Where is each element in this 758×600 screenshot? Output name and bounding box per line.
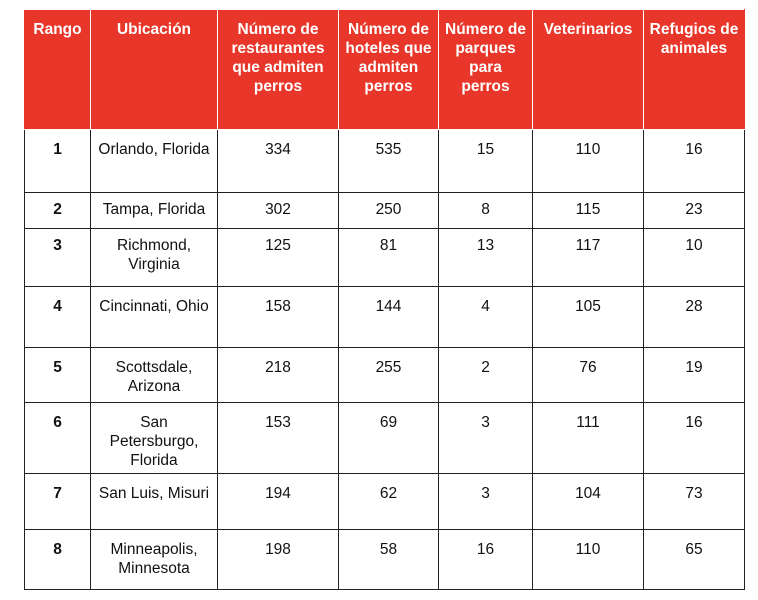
header-animal-shelters: Refugios de animales bbox=[644, 10, 745, 130]
cell-hotels: 250 bbox=[339, 193, 439, 229]
cell-location: Tampa, Florida bbox=[91, 193, 218, 229]
table-row bbox=[25, 474, 745, 530]
cell-veterinarians: 104 bbox=[533, 474, 644, 530]
table-row bbox=[25, 193, 745, 229]
table-row bbox=[25, 348, 745, 403]
table-row bbox=[25, 530, 745, 590]
header-row bbox=[25, 10, 745, 130]
cell-dog-parks: 3 bbox=[439, 403, 533, 474]
cell-restaurants: 153 bbox=[218, 403, 339, 474]
cell-rank: 6 bbox=[25, 403, 91, 474]
cell-animal-shelters: 73 bbox=[644, 474, 745, 530]
cell-restaurants: 125 bbox=[218, 229, 339, 287]
header-rank: Rango bbox=[25, 10, 91, 130]
cell-veterinarians: 115 bbox=[533, 193, 644, 229]
table-row bbox=[25, 403, 745, 474]
cell-rank: 7 bbox=[25, 474, 91, 530]
cell-hotels: 81 bbox=[339, 229, 439, 287]
cell-dog-parks: 15 bbox=[439, 130, 533, 193]
cell-location: Orlando, Florida bbox=[91, 130, 218, 193]
cell-rank: 1 bbox=[25, 130, 91, 193]
ranking-table-container bbox=[24, 9, 744, 590]
cell-rank: 4 bbox=[25, 287, 91, 348]
dog-friendly-cities-table bbox=[24, 9, 745, 590]
cell-animal-shelters: 16 bbox=[644, 130, 745, 193]
table-row bbox=[25, 130, 745, 193]
header-location: Ubicación bbox=[91, 10, 218, 130]
cell-animal-shelters: 28 bbox=[644, 287, 745, 348]
cell-rank: 5 bbox=[25, 348, 91, 403]
cell-dog-parks: 8 bbox=[439, 193, 533, 229]
table-row bbox=[25, 229, 745, 287]
cell-restaurants: 302 bbox=[218, 193, 339, 229]
cell-location: Richmond, Virginia bbox=[91, 229, 218, 287]
header-hotels: Número de hoteles que admiten perros bbox=[339, 10, 439, 130]
header-restaurants: Número de restaurantes que admiten perros bbox=[218, 10, 339, 130]
cell-restaurants: 198 bbox=[218, 530, 339, 590]
cell-hotels: 62 bbox=[339, 474, 439, 530]
cell-dog-parks: 3 bbox=[439, 474, 533, 530]
cell-restaurants: 218 bbox=[218, 348, 339, 403]
cell-hotels: 255 bbox=[339, 348, 439, 403]
cell-hotels: 144 bbox=[339, 287, 439, 348]
cell-hotels: 535 bbox=[339, 130, 439, 193]
cell-rank: 3 bbox=[25, 229, 91, 287]
cell-animal-shelters: 16 bbox=[644, 403, 745, 474]
cell-restaurants: 334 bbox=[218, 130, 339, 193]
cell-dog-parks: 16 bbox=[439, 530, 533, 590]
cell-hotels: 69 bbox=[339, 403, 439, 474]
cell-hotels: 58 bbox=[339, 530, 439, 590]
cell-dog-parks: 4 bbox=[439, 287, 533, 348]
header-dog-parks: Número de parques para perros bbox=[439, 10, 533, 130]
cell-location: Minneapolis, Minnesota bbox=[91, 530, 218, 590]
cell-location: San Petersburgo, Florida bbox=[91, 403, 218, 474]
cell-location: Scottsdale, Arizona bbox=[91, 348, 218, 403]
cell-veterinarians: 117 bbox=[533, 229, 644, 287]
table-row bbox=[25, 287, 745, 348]
cell-animal-shelters: 23 bbox=[644, 193, 745, 229]
cell-restaurants: 194 bbox=[218, 474, 339, 530]
cell-dog-parks: 2 bbox=[439, 348, 533, 403]
cell-location: Cincinnati, Ohio bbox=[91, 287, 218, 348]
cell-rank: 8 bbox=[25, 530, 91, 590]
cell-veterinarians: 110 bbox=[533, 130, 644, 193]
header-veterinarians: Veterinarios bbox=[533, 10, 644, 130]
cell-veterinarians: 111 bbox=[533, 403, 644, 474]
cell-dog-parks: 13 bbox=[439, 229, 533, 287]
cell-location: San Luis, Misuri bbox=[91, 474, 218, 530]
cell-veterinarians: 105 bbox=[533, 287, 644, 348]
cell-veterinarians: 110 bbox=[533, 530, 644, 590]
cell-animal-shelters: 10 bbox=[644, 229, 745, 287]
cell-animal-shelters: 65 bbox=[644, 530, 745, 590]
cell-restaurants: 158 bbox=[218, 287, 339, 348]
cell-animal-shelters: 19 bbox=[644, 348, 745, 403]
cell-rank: 2 bbox=[25, 193, 91, 229]
cell-veterinarians: 76 bbox=[533, 348, 644, 403]
